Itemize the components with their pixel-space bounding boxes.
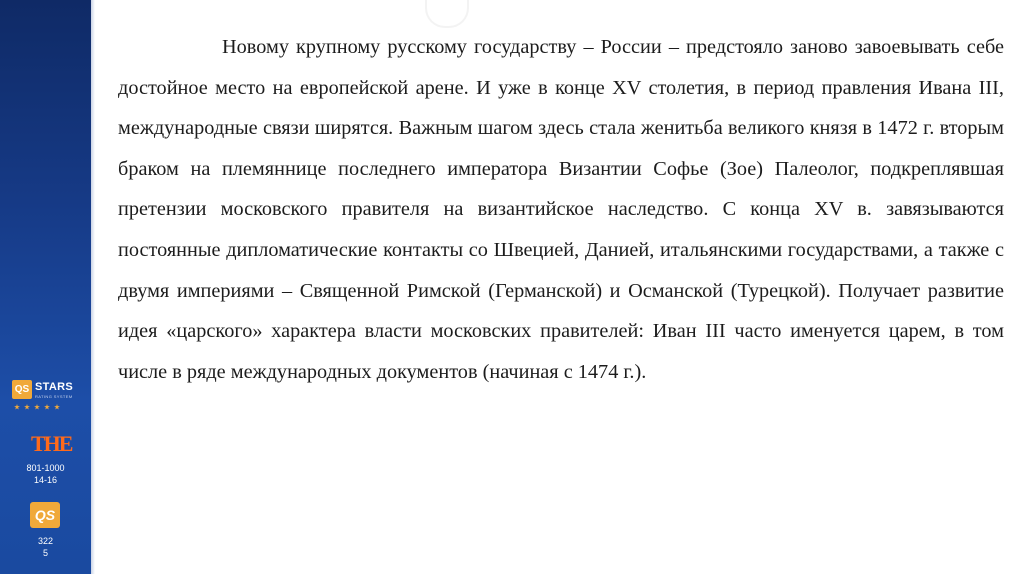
qs-stars-subtitle: RATING SYSTEM xyxy=(35,394,73,399)
sidebar-divider xyxy=(91,0,95,574)
body-paragraph: Новому крупному русскому государству – России – предстояло заново завоевывать себе достойное место на европейской арене. И уже в конце XV столетия, в период правления Ивана III, международные связи ширятся. Важным шагом здесь стала женитьба великого князя в 1472 г. вторым браком на племяннице последнего императора Византии Софье (Зое) Палеолог, подкреплявшая претензии московского правителя на византийское наследство. С конца XV в. завязываются постоянные дипломатические контакты со Швецией, Данией, итальянскими государствами, а также с двумя империями – Священной Римской (Германской) и Османской (Турецкой). Получает развитие идея «царского» характера власти московских правителей: Иван III часто именуется царем, в том числе в ряде международных документов (начиная с 1474 г.). xyxy=(118,36,1004,383)
star-icon xyxy=(34,404,40,410)
watermark-icon xyxy=(425,0,469,28)
qs-stars-logo: QS xyxy=(12,380,32,399)
the-ranking-logo: THE xyxy=(31,431,72,456)
star-rating xyxy=(14,404,60,410)
qs-stars-title: STARS xyxy=(35,381,73,393)
qs-rank-line1: 322 xyxy=(37,536,54,546)
star-icon xyxy=(44,404,50,410)
qs-ranking-logo: QS xyxy=(30,502,60,528)
qs-rank-line2: 5 xyxy=(42,548,48,558)
slide-body xyxy=(118,27,1004,392)
the-rank-line2: 14-16 xyxy=(33,475,58,485)
star-icon xyxy=(24,404,30,410)
star-icon xyxy=(54,404,60,410)
sidebar xyxy=(0,0,91,574)
the-rank-line1: 801-1000 xyxy=(26,463,65,473)
star-icon xyxy=(14,404,20,410)
qs-stars-badge xyxy=(12,380,78,414)
